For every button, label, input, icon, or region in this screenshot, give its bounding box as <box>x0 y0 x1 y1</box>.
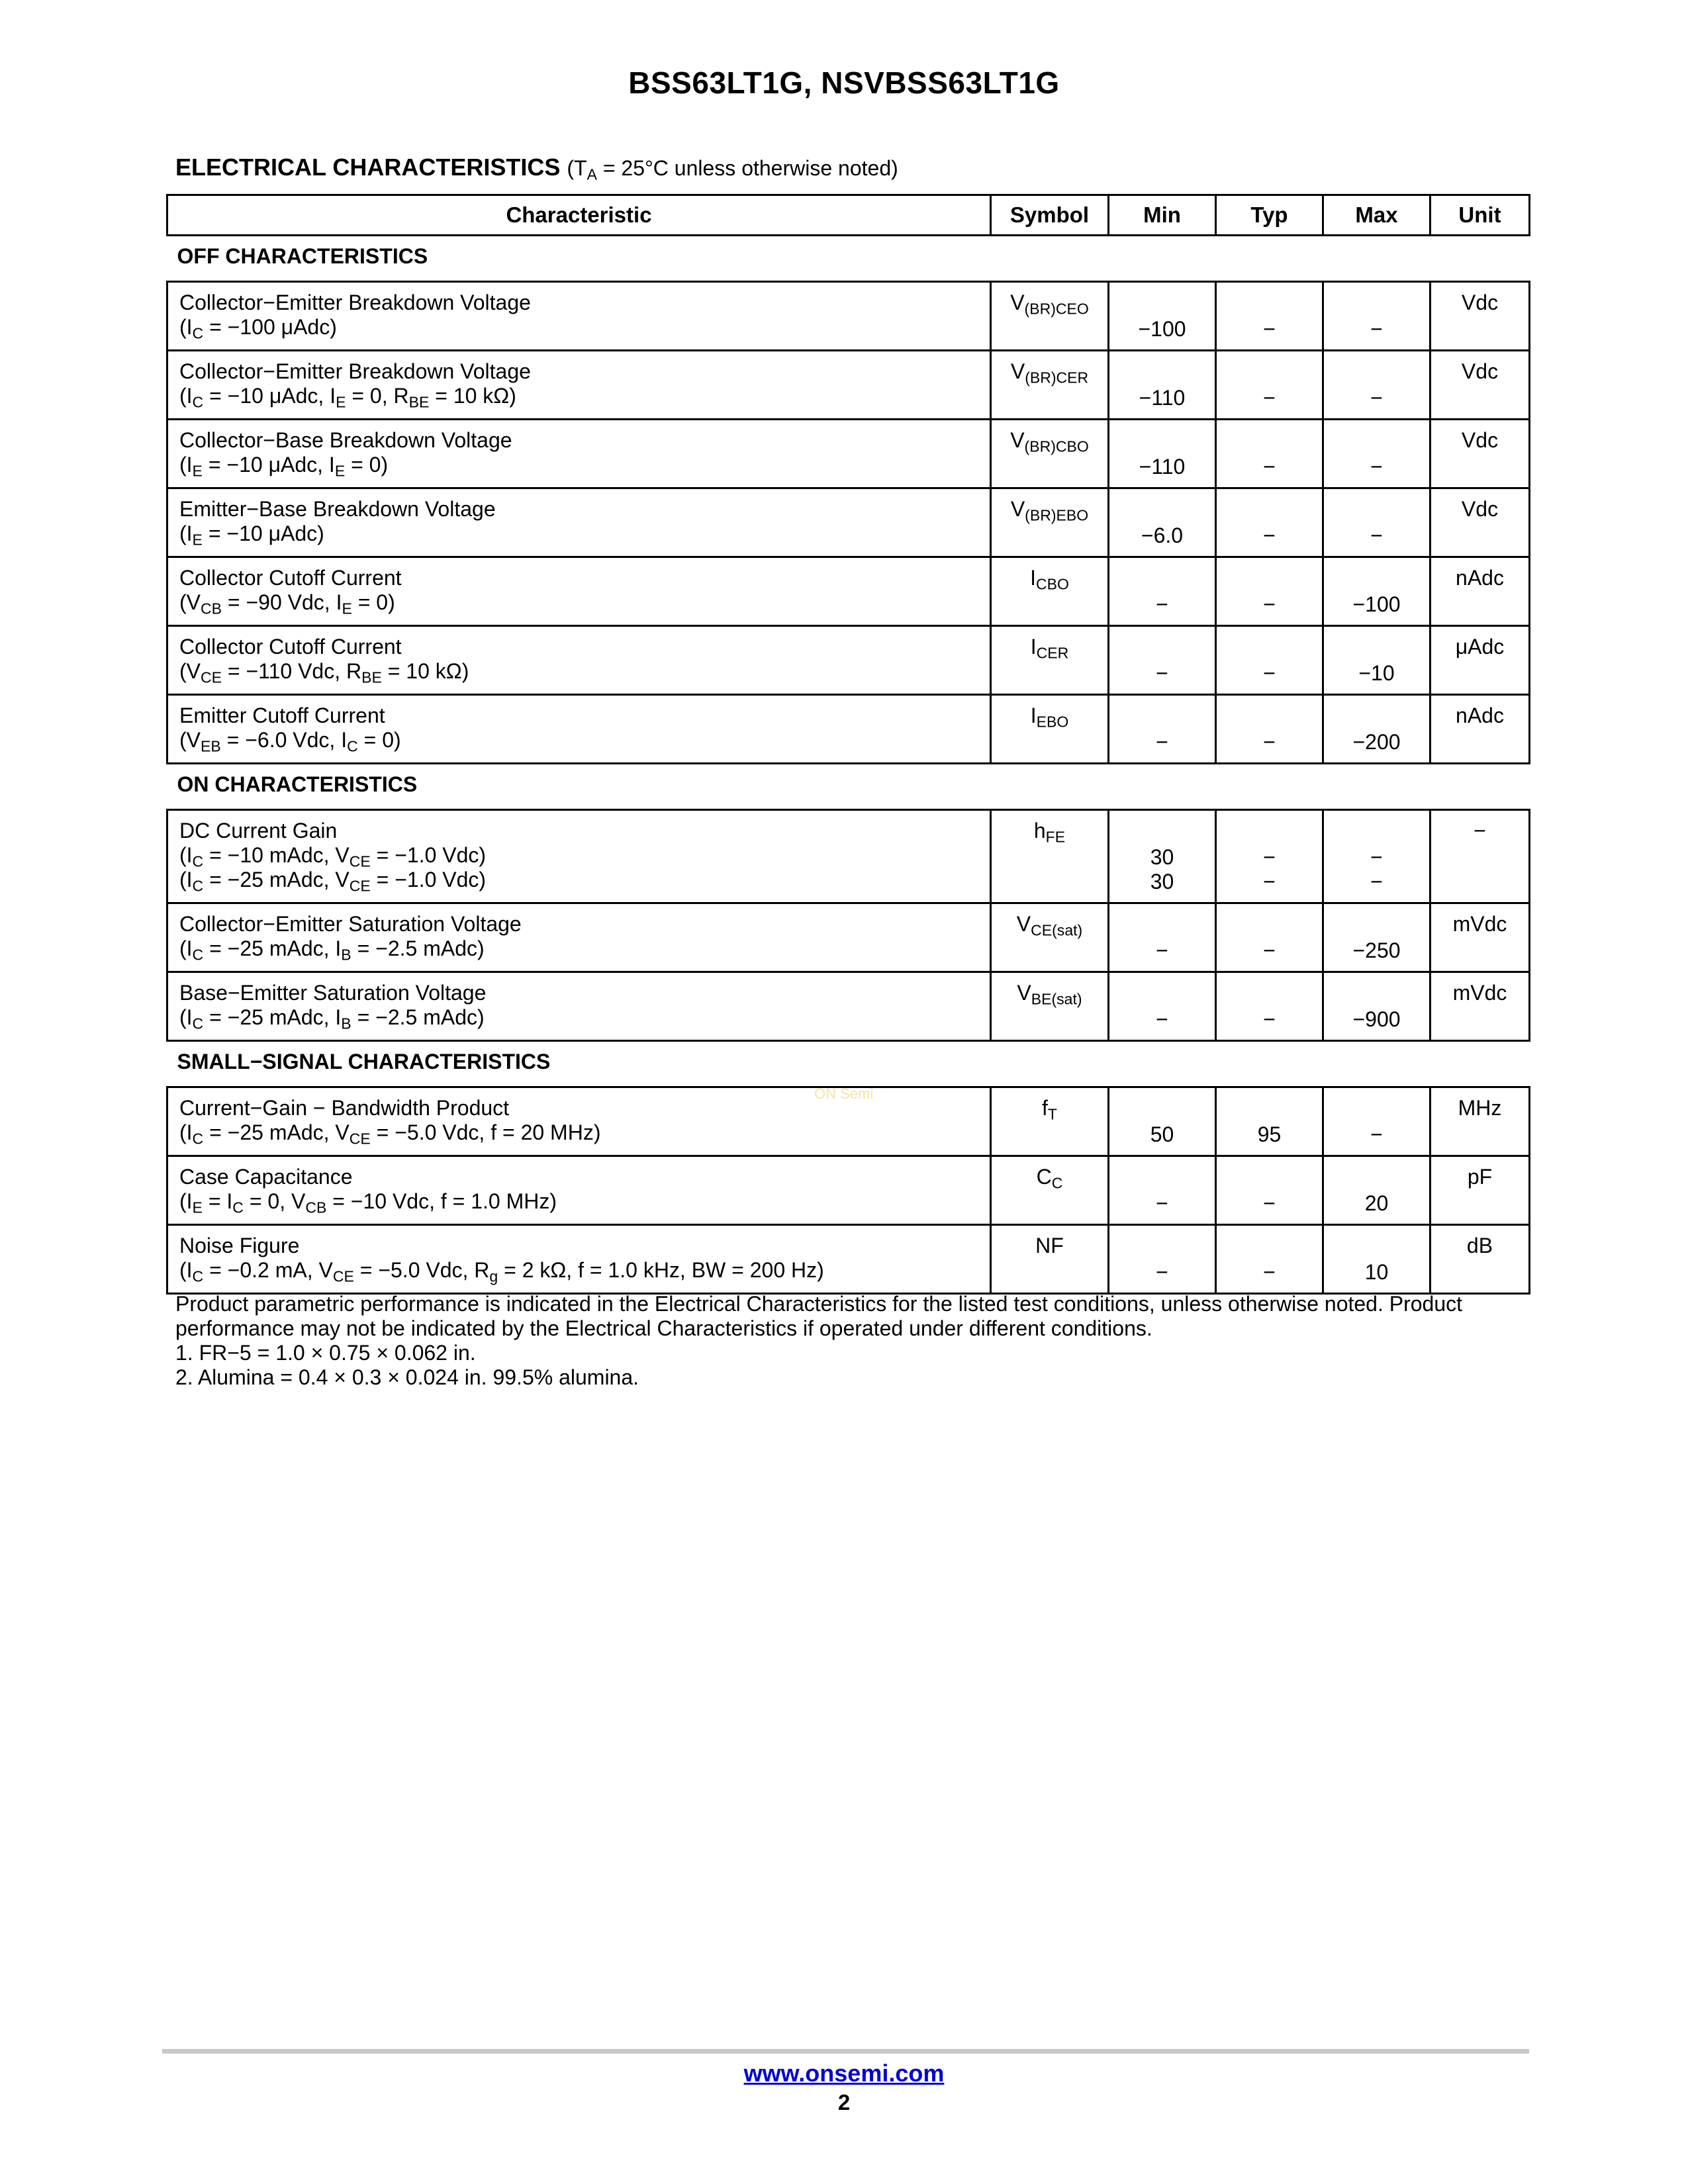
col-header-min: Min <box>1109 195 1216 236</box>
min-cell: − <box>1109 972 1216 1041</box>
table-row <box>167 420 1530 488</box>
max-cell: − <box>1323 420 1430 488</box>
typ-cell: − <box>1216 351 1323 420</box>
group-title-small-signal: SMALL−SIGNAL CHARACTERISTICS <box>177 1050 551 1073</box>
characteristic-cell: DC Current Gain ($I_C = -10$ mAdc, $V_{CE} = -1.0$ Vdc) ($I_C = -25$ mAdc, $V_{CE} = -1.0$ Vdc) <box>167 810 991 903</box>
max-cell: − − <box>1323 810 1430 903</box>
group-row <box>167 1041 1530 1087</box>
characteristic-cell: Current−Gain − Bandwidth Product ($I_C = -25$ mAdc, $V_{CE} = -5.0$ Vdc, f = 20 MHz) <box>167 1087 991 1156</box>
footnote-1: 1. FR−5 = 1.0 × 0.75 × 0.062 in. <box>175 1341 476 1365</box>
col-header-unit: Unit <box>1430 195 1530 236</box>
characteristic-cell: Case Capacitance ($I_E = I_C = 0$, $V_{CB} = -10$ Vdc, f = 1.0 MHz) <box>167 1156 991 1225</box>
symbol-cell: $I_{CBO}$ <box>991 557 1109 626</box>
typ-cell: − <box>1216 557 1323 626</box>
group-title-off: OFF CHARACTERISTICS <box>177 244 428 268</box>
table-row <box>167 695 1530 764</box>
min-cell: 50 <box>1109 1087 1216 1156</box>
typ-cell: 95 <box>1216 1087 1323 1156</box>
page-number: 2 <box>837 2090 851 2115</box>
table-row <box>167 557 1530 626</box>
max-cell: 20 <box>1323 1156 1430 1225</box>
electrical-characteristics-table <box>166 194 1530 1295</box>
symbol-cell: $V_{(BR)CER}$ <box>991 351 1109 420</box>
characteristic-cell: Collector−Base Breakdown Voltage ($I_E = -10$ μAdc, $I_E = 0$) <box>167 420 991 488</box>
max-cell: − <box>1323 282 1430 351</box>
min-cell: 30 30 <box>1109 810 1216 903</box>
characteristic-cell: Noise Figure ($I_C = -0.2$ mA, $V_{CE} = -5.0$ Vdc, $R_g = 2$ kΩ, f = 1.0 kHz, BW = 200 Hz) <box>167 1225 991 1294</box>
typ-cell: − <box>1216 420 1323 488</box>
group-row <box>167 764 1530 810</box>
section-heading <box>175 154 898 181</box>
notes-block <box>175 1292 1526 1390</box>
characteristic-cell: Collector Cutoff Current ($V_{CB} = -90$ Vdc, $I_E = 0$) <box>167 557 991 626</box>
symbol-cell: $V_{(BR)EBO}$ <box>991 488 1109 557</box>
unit-cell: nAdc <box>1430 695 1530 764</box>
symbol-cell: $h_{FE}$ <box>991 810 1109 903</box>
typ-cell: − <box>1216 626 1323 695</box>
table-row <box>167 972 1530 1041</box>
max-cell: −100 <box>1323 557 1430 626</box>
col-header-max: Max <box>1323 195 1430 236</box>
min-cell: − <box>1109 903 1216 972</box>
unit-cell: Vdc <box>1430 282 1530 351</box>
characteristic-cell: Collector−Emitter Breakdown Voltage ($I_C = -10$ μAdc, $I_E = 0$, $R_{BE} = 10$ kΩ) <box>167 351 991 420</box>
typ-cell: − <box>1216 1156 1323 1225</box>
unit-cell: mVdc <box>1430 903 1530 972</box>
col-header-symbol: Symbol <box>991 195 1109 236</box>
max-cell: −900 <box>1323 972 1430 1041</box>
min-cell: − <box>1109 557 1216 626</box>
table-row <box>167 903 1530 972</box>
page-title: BSS63LT1G, NSVBSS63LT1G <box>628 66 1060 100</box>
unit-cell: dB <box>1430 1225 1530 1294</box>
footer-divider <box>162 2049 1529 2054</box>
max-cell: 10 <box>1323 1225 1430 1294</box>
min-cell: −6.0 <box>1109 488 1216 557</box>
unit-cell: Vdc <box>1430 488 1530 557</box>
max-cell: − <box>1323 488 1430 557</box>
unit-cell: mVdc <box>1430 972 1530 1041</box>
min-cell: − <box>1109 626 1216 695</box>
min-cell: −100 <box>1109 282 1216 351</box>
typ-cell: − <box>1216 695 1323 764</box>
notes-paragraph: Product parametric performance is indicated in the Electrical Characteristics for the listed test conditions, unless otherwise noted. Product performance may not be indicated by the Electrical Characteristics if operated under different conditions. <box>175 1292 1463 1340</box>
group-row <box>167 236 1530 282</box>
col-header-typ: Typ <box>1216 195 1323 236</box>
min-cell: − <box>1109 1225 1216 1294</box>
max-cell: −250 <box>1323 903 1430 972</box>
unit-cell: MHz <box>1430 1087 1530 1156</box>
unit-cell: μAdc <box>1430 626 1530 695</box>
table-row <box>167 282 1530 351</box>
max-cell: −200 <box>1323 695 1430 764</box>
unit-cell: Vdc <box>1430 420 1530 488</box>
characteristic-cell: Emitter−Base Breakdown Voltage ($I_E = -10$ μAdc) <box>167 488 991 557</box>
watermark: ON Semi <box>814 1085 874 1102</box>
table-row <box>167 1225 1530 1294</box>
typ-cell: − <box>1216 488 1323 557</box>
typ-cell: − <box>1216 903 1323 972</box>
typ-cell: − <box>1216 282 1323 351</box>
symbol-cell: $V_{(BR)CEO}$ <box>991 282 1109 351</box>
unit-cell: − <box>1430 810 1530 903</box>
symbol-cell: $V_{CE(sat)}$ <box>991 903 1109 972</box>
unit-cell: nAdc <box>1430 557 1530 626</box>
unit-cell: Vdc <box>1430 351 1530 420</box>
min-cell: − <box>1109 1156 1216 1225</box>
max-cell: −10 <box>1323 626 1430 695</box>
typ-cell: − <box>1216 972 1323 1041</box>
typ-cell: − <box>1216 1225 1323 1294</box>
max-cell: − <box>1323 351 1430 420</box>
symbol-cell: $I_{CER}$ <box>991 626 1109 695</box>
symbol-cell: $V_{(BR)CBO}$ <box>991 420 1109 488</box>
footnote-2: 2. Alumina = 0.4 × 0.3 × 0.024 in. 99.5% alumina. <box>175 1365 639 1389</box>
characteristic-cell: Collector Cutoff Current ($V_{CE} = -110$ Vdc, $R_{BE} = 10$ kΩ) <box>167 626 991 695</box>
table-header-row <box>167 195 1530 236</box>
symbol-cell: $f_T$ <box>991 1087 1109 1156</box>
section-title: ELECTRICAL CHARACTERISTICS <box>175 154 561 181</box>
section-note: ($T_A = 25^\circ C$ unless otherwise noted) <box>567 156 898 183</box>
symbol-cell: $C_C$ <box>991 1156 1109 1225</box>
typ-cell: − − <box>1216 810 1323 903</box>
col-header-characteristic: Characteristic <box>167 195 991 236</box>
symbol-cell: $I_{EBO}$ <box>991 695 1109 764</box>
table-row <box>167 1156 1530 1225</box>
min-cell: −110 <box>1109 420 1216 488</box>
characteristic-cell: Collector−Emitter Breakdown Voltage ($I_C = -100$ μAdc) <box>167 282 991 351</box>
table-row <box>167 488 1530 557</box>
symbol-cell: $V_{BE(sat)}$ <box>991 972 1109 1041</box>
characteristic-cell: Emitter Cutoff Current ($V_{EB} = -6.0$ Vdc, $I_C = 0$) <box>167 695 991 764</box>
group-title-on: ON CHARACTERISTICS <box>177 772 418 796</box>
table-row <box>167 351 1530 420</box>
min-cell: −110 <box>1109 351 1216 420</box>
symbol-cell: NF <box>991 1225 1109 1294</box>
characteristic-cell: Collector−Emitter Saturation Voltage ($I_C = -25$ mAdc, $I_B = -2.5$ mAdc) <box>167 903 991 972</box>
table-row <box>167 810 1530 903</box>
max-cell: − <box>1323 1087 1430 1156</box>
characteristic-cell: Base−Emitter Saturation Voltage ($I_C = -25$ mAdc, $I_B = -2.5$ mAdc) <box>167 972 991 1041</box>
footer-website-link[interactable]: www.onsemi.com <box>743 2060 945 2087</box>
unit-cell: pF <box>1430 1156 1530 1225</box>
min-cell: − <box>1109 695 1216 764</box>
table-row <box>167 626 1530 695</box>
